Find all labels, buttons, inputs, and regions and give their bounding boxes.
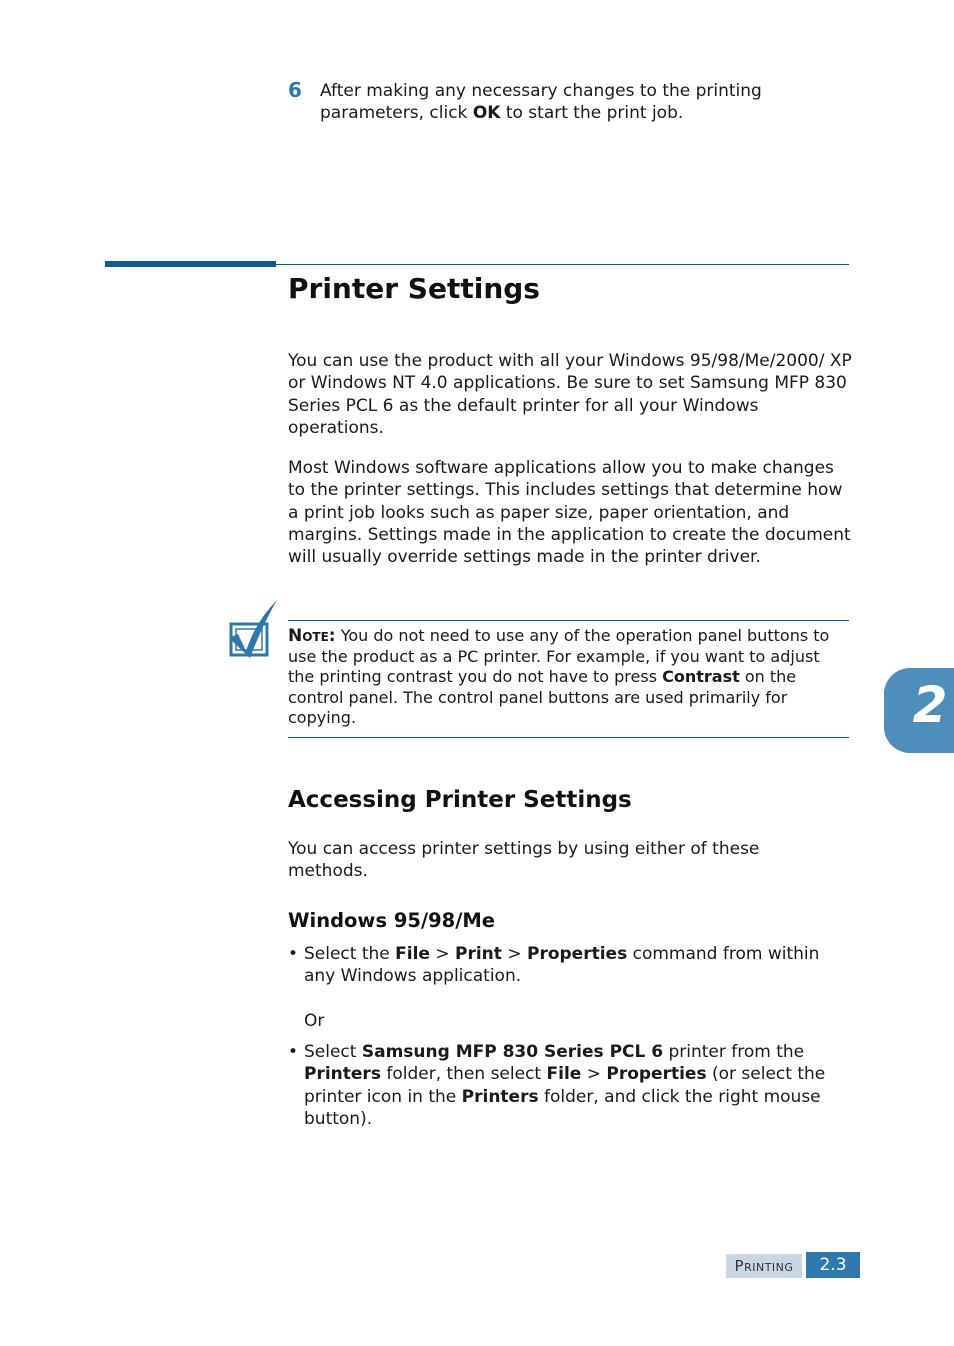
- note-label: Note:: [288, 626, 336, 646]
- bullet-text-part: folder, then select: [380, 1064, 547, 1085]
- section-rule-thin: [276, 264, 849, 265]
- paragraph-settings: Most Windows software applications allow you to make changes to the printer settings. This includes settings that determine how a print job looks such as paper size, paper orientation, and margins. Settings made in the application to create the document will usually override settings made in the printer driver.: [288, 458, 851, 568]
- printers-label: Printers: [461, 1086, 539, 1107]
- footer-chapter-label: Printing: [726, 1254, 802, 1278]
- separator: >: [581, 1064, 607, 1085]
- printer-name-label: Samsung MFP 830 Series PCL 6: [361, 1042, 664, 1062]
- bullet-text: [304, 943, 853, 988]
- printers-label: Printers: [304, 1064, 381, 1085]
- bullet-marker: •: [288, 1042, 299, 1062]
- windows-heading: Windows 95/98/Me: [288, 909, 495, 932]
- bullet-text-part: printer from the: [663, 1042, 805, 1062]
- step-text-part: After making any necessary changes to the printing parameters, click: [320, 81, 762, 124]
- properties-label: Properties: [606, 1064, 707, 1085]
- contrast-label: Contrast: [662, 667, 740, 687]
- print-label: Print: [455, 944, 502, 964]
- note-text: [288, 626, 850, 729]
- separator: >: [501, 944, 527, 964]
- step-number: 6: [288, 78, 302, 102]
- bullet-text-part: Select the: [304, 944, 396, 964]
- note-text-part: on the control panel. The control panel buttons are used primarily for copying.: [288, 667, 797, 728]
- list-item: [288, 943, 853, 988]
- bullet-text-part: Select: [304, 1042, 362, 1062]
- properties-label: Properties: [526, 944, 628, 964]
- or-text: Or: [304, 1011, 325, 1031]
- footer-page-number: 2.3: [806, 1252, 860, 1278]
- bullet-text-part: (or select the printer icon in the: [304, 1064, 826, 1107]
- subsection-intro: You can access printer settings by using either of these methods.: [288, 839, 760, 882]
- list-item: [288, 1041, 853, 1130]
- bullet-text-part: command from within any Windows application.: [304, 944, 820, 987]
- checkmark-note-icon: [226, 596, 282, 662]
- subsection-title: Accessing Printer Settings: [288, 787, 632, 813]
- bullet-marker: •: [288, 944, 299, 964]
- bullet-text-part: folder, and click the right mouse button).: [304, 1086, 821, 1129]
- file-label: File: [546, 1064, 582, 1085]
- chapter-number: 2: [912, 676, 948, 734]
- paragraph-compatibility: You can use the product with all your Windows 95/98/Me/2000/ XP or Windows NT 4.0 applications. Be sure to set Samsung MFP 830 Series PCL 6 as the default printer for all your Windows operations.: [288, 351, 852, 438]
- file-label: File: [395, 944, 430, 964]
- bullet-text: [304, 1041, 853, 1130]
- chapter-tab: [884, 668, 954, 753]
- step-text: [320, 80, 840, 125]
- step-text-part: to start the print job.: [500, 103, 684, 124]
- note-rule-top: [288, 620, 849, 621]
- section-rule-thick: [105, 261, 276, 267]
- separator: >: [429, 944, 456, 964]
- section-title: Printer Settings: [288, 272, 540, 305]
- note-text-part: You do not need to use any of the operation panel buttons to use the product as a PC printer. For example, if you want to adjust the printing contrast you do not have to press: [288, 626, 830, 687]
- ok-label: OK: [472, 103, 501, 124]
- note-rule-bottom: [288, 737, 849, 738]
